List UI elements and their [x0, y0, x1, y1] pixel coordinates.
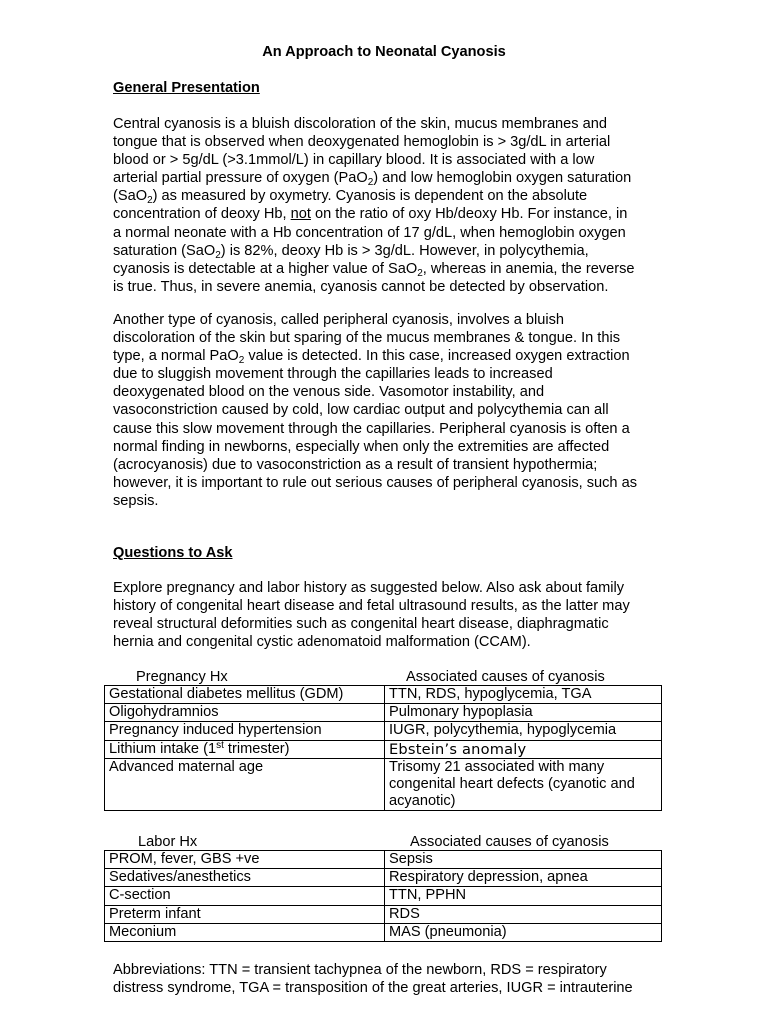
text-line: vasoconstriction caused by cold, low cardiac output and polycythemia can all — [113, 402, 609, 419]
text-line: deoxygenated blood on the venous side. Vasomotor instability, and — [113, 384, 545, 401]
table-row — [105, 686, 662, 704]
text-line: Another type of cyanosis, called peripheral cyanosis, involves a bluish — [113, 312, 565, 328]
text-line: reveal structural deformities such as congenital heart disease, diaphragmatic — [113, 616, 609, 633]
text-line: is true. Thus, in severe anemia, cyanosis cannot be detected by observation. — [113, 278, 609, 295]
table-row — [105, 851, 662, 869]
text-line: cyanosis is detectable at a higher value of SaO$_2$, whereas in anemia, the reverse — [113, 260, 635, 279]
table-cell: Gestational diabetes mellitus (GDM) — [105, 686, 385, 704]
text-line: sepsis. — [113, 492, 159, 509]
peripheral-cyanosis-paragraph — [113, 311, 673, 510]
general-presentation-heading: General Presentation — [113, 80, 260, 96]
text-line: Central cyanosis is a bluish discoloration of the skin, mucus membranes and — [113, 116, 607, 132]
text-line: discoloration of the skin but sparing of the mucus membranes & tongue. In this — [113, 330, 621, 347]
text-line: saturation (SaO$_2$) is 82%, deoxy Hb is > 3g/dL. However, in polycythemia, — [113, 242, 589, 261]
causes-col-header: Associated causes of cyanosis — [410, 834, 609, 850]
abbreviations-paragraph — [113, 961, 673, 997]
text-line: cause this slow movement through the capillaries. Peripheral cyanosis is often a — [113, 420, 630, 437]
questions-paragraph — [113, 579, 673, 651]
causes-col-header: Associated causes of cyanosis — [406, 669, 605, 685]
table-cell: Sepsis — [385, 851, 662, 869]
table-row — [105, 758, 662, 811]
text-line: blood or > 5g/dL (>3.1mmol/L) in capillary blood. It is associated with a low — [113, 152, 595, 169]
table-row — [105, 905, 662, 923]
text-line: arterial partial pressure of oxygen (PaO$_2$) and low hemoglobin oxygen saturation — [113, 170, 632, 189]
text-line: tongue that is observed when deoxygenated hemoglobin is > 3g/dL in arterial — [113, 134, 611, 151]
table-cell: Advanced maternal age — [105, 758, 385, 811]
table-cell: Oligohydramnios — [105, 704, 385, 722]
table-cell: Meconium — [105, 923, 385, 941]
pregnancy-table — [104, 685, 662, 811]
table-cell: Sedatives/anesthetics — [105, 869, 385, 887]
table-row — [105, 923, 662, 941]
table-cell: TTN, RDS, hypoglycemia, TGA — [385, 686, 662, 704]
text-line: history of congenital heart disease and fetal ultrasound results, as the latter may — [113, 598, 630, 615]
questions-to-ask-heading: Questions to Ask — [113, 545, 233, 561]
table-cell: PROM, fever, GBS +ve — [105, 851, 385, 869]
text-line: due to sluggish movement through the capillaries leads to increased — [113, 366, 553, 383]
table-cell: Ebstein’s anomaly — [385, 740, 662, 758]
text-line: (acrocyanosis) due to vasoconstriction as a result of transient hypothermia; — [113, 456, 598, 473]
table-cell: Pulmonary hypoplasia — [385, 704, 662, 722]
table-cell: MAS (pneumonia) — [385, 923, 662, 941]
table-cell: RDS — [385, 905, 662, 923]
table-cell: IUGR, polycythemia, hypoglycemia — [385, 722, 662, 740]
table-row — [105, 869, 662, 887]
table-cell: C-section — [105, 887, 385, 905]
table-cell: TTN, PPHN — [385, 887, 662, 905]
table-cell: Lithium intake (1st trimester) — [105, 740, 385, 758]
text-line: Explore pregnancy and labor history as suggested below. Also ask about family — [113, 580, 625, 596]
text-line: distress syndrome, TGA = transposition of the great arteries, IUGR = intrauterine — [113, 980, 633, 997]
table-cell: Pregnancy induced hypertension — [105, 722, 385, 740]
pregnancy-col-header: Pregnancy Hx — [136, 669, 228, 685]
table-row — [105, 740, 662, 758]
document-title: An Approach to Neonatal Cyanosis — [262, 44, 506, 60]
table-cell: Trisomy 21 associated with many congenital heart defects (cyanotic and acyanotic) — [385, 758, 662, 811]
text-line: (SaO$_2$) as measured by oxymetry. Cyanosis is dependent on the absolute — [113, 188, 588, 207]
pregnancy-table-header — [104, 668, 664, 686]
text-line: concentration of deoxy Hb, not on the ratio of oxy Hb/deoxy Hb. For instance, in — [113, 206, 628, 223]
text-line: hernia and congenital cystic adenomatoid malformation (CCAM). — [113, 634, 531, 651]
central-cyanosis-paragraph — [113, 115, 673, 296]
text-line: Abbreviations: TTN = transient tachypnea of the newborn, RDS = respiratory — [113, 962, 607, 978]
table-row — [105, 887, 662, 905]
table-cell: Preterm infant — [105, 905, 385, 923]
labor-table — [104, 850, 662, 942]
table-cell: Respiratory depression, apnea — [385, 869, 662, 887]
labor-col-header: Labor Hx — [138, 834, 198, 850]
text-line: however, it is important to rule out serious causes of peripheral cyanosis, such as — [113, 474, 638, 491]
labor-table-header — [104, 833, 664, 851]
text-line: a normal neonate with a Hb concentration of 17 g/dL, when hemoglobin oxygen — [113, 224, 626, 241]
text-line: normal finding in newborns, especially when only the extremities are affected — [113, 438, 610, 455]
table-row — [105, 704, 662, 722]
text-line: type, a normal PaO$_2$ value is detected. In this case, increased oxygen extraction — [113, 348, 630, 367]
table-row — [105, 722, 662, 740]
